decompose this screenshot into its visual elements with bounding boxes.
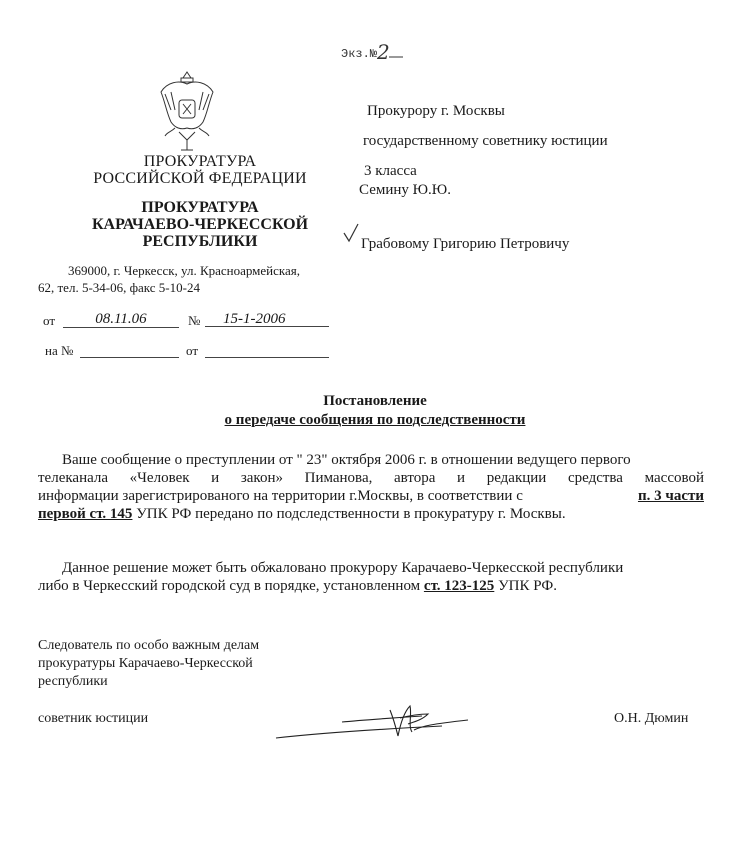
issuer-address — [38, 262, 300, 296]
reference-date-line — [205, 341, 329, 358]
signatory-rank: советник юстиции — [38, 711, 149, 726]
from-label: от — [43, 313, 56, 328]
document-subtitle — [0, 411, 750, 430]
law-reference-3: ст. 123-125 — [423, 578, 495, 594]
body-p1-line3 — [38, 487, 704, 505]
body-p1-line2: телеканала «Человек и закон» Пиманова, автора и редакции средства массовой — [38, 470, 704, 486]
outgoing-date: 08.11.06 — [63, 311, 179, 328]
reference-from-label: от — [186, 343, 199, 358]
body-p2-line2 — [38, 577, 557, 595]
document-title: Постановление — [323, 393, 427, 409]
issuer-regional — [75, 199, 325, 250]
body-p2-line1: Данное решение может быть обжаловано прокурору Карачаево-Черкесской республики — [62, 560, 624, 576]
recipient-line1: Прокурору г. Москвы — [367, 103, 505, 119]
copy-number — [341, 38, 390, 62]
body-p2-line2-text: либо в Черкесский городской суд в порядке, установленном — [38, 578, 424, 594]
copy-underline — [389, 55, 403, 59]
position-line2: прокуратуры Карачаево-Черкесской — [38, 656, 253, 671]
recipient-line3: 3 класса — [364, 163, 417, 179]
recipient-line4: Семину Ю.Ю. — [359, 182, 451, 198]
law-reference-2: первой ст. 145 — [38, 506, 133, 522]
copy-number-value: 2 — [377, 40, 390, 64]
checkmark-icon — [342, 223, 360, 243]
law-reference-1: п. 3 части — [637, 488, 704, 504]
issuer-regional-line3: РЕСПУБЛИКИ — [142, 233, 258, 250]
issuer-regional-line1: ПРОКУРАТУРА — [141, 199, 259, 216]
address-line2: 62, тел. 5-34-06, факс 5-10-24 — [38, 280, 200, 295]
body-p1-line4 — [38, 505, 566, 523]
copy-label: Экз.№ — [341, 47, 378, 61]
recipient-line5: Грабовому Григорию Петровичу — [361, 236, 570, 252]
position-line1: Следователь по особо важным делам — [38, 638, 260, 653]
issuer-line2: РОССИЙСКОЙ ФЕДЕРАЦИИ — [93, 170, 307, 187]
issuer-federal — [90, 153, 310, 187]
recipient-line2: государственному советнику юстиции — [363, 133, 608, 149]
body-p1-line1: Ваше сообщение о преступлении от " 23" октября 2006 г. в отношении ведущего первого — [62, 452, 631, 468]
reference-label: на № — [45, 343, 74, 358]
signatory-position — [38, 637, 259, 691]
number-label: № — [188, 313, 201, 328]
issuer-regional-line2: КАРАЧАЕВО-ЧЕРКЕССКОЙ — [91, 216, 309, 233]
address-line1: 369000, г. Черкесск, ул. Красноармейская, — [68, 263, 301, 278]
document-subtitle-text: о передаче сообщения по подследственности — [224, 412, 526, 428]
body-p1-line4-text: УПК РФ передано по подследственности в прокуратуру г. Москвы. — [132, 506, 566, 522]
body-p2-line2-tail: УПК РФ. — [494, 578, 557, 594]
signatory-name: О.Н. Дюмин — [614, 711, 689, 726]
outgoing-number: 15-1-2006 — [205, 311, 329, 327]
handwritten-signature — [272, 690, 472, 746]
issuer-line1: ПРОКУРАТУРА — [143, 153, 257, 170]
position-line3: республики — [38, 674, 108, 689]
coat-of-arms-icon — [157, 68, 217, 154]
reference-number-line — [80, 341, 179, 358]
body-p1-line3-text: информации зарегистрированого на территории г.Москвы, в соответствии с — [38, 488, 523, 504]
